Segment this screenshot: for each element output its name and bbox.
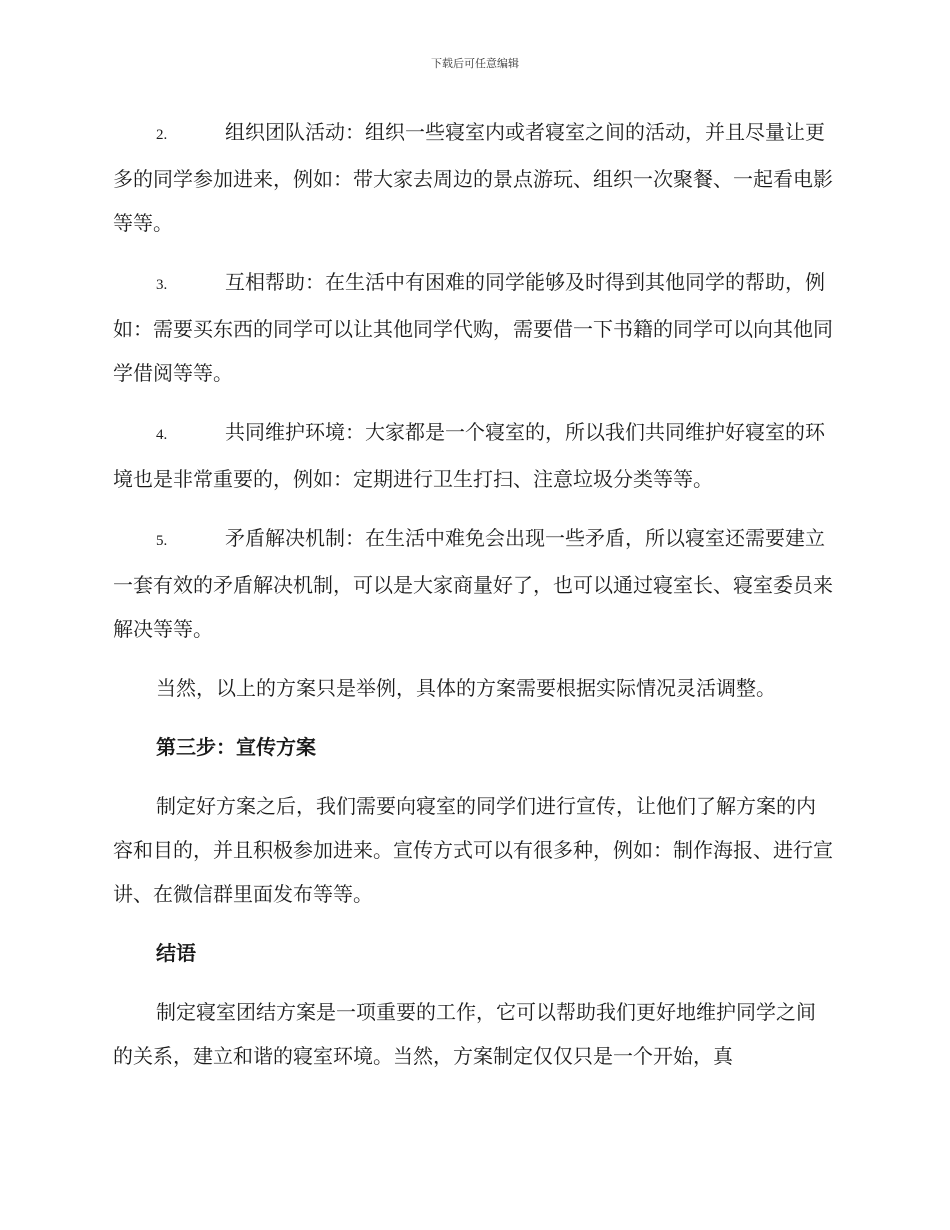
list-item-number: 5. <box>156 533 168 549</box>
section-heading-conclusion: 结语 <box>156 941 196 965</box>
section-heading-step3: 第三步：宣传方案 <box>156 735 316 759</box>
list-item-number: 2. <box>156 127 168 143</box>
list-item <box>113 260 835 395</box>
list-item-text: 组织团队活动：组织一些寝室内或者寝室之间的活动，并且尽量让更多的同学参加进来，例如：带大家去周边的景点游玩、组织一次聚餐、一起看电影等等。 <box>113 120 833 235</box>
document-body <box>113 110 835 1093</box>
list-item <box>113 110 835 245</box>
note-paragraph: 当然，以上的方案只是举例，具体的方案需要根据实际情况灵活调整。 <box>156 676 776 700</box>
step3-paragraph: 制定好方案之后，我们需要向寝室的同学们进行宣传，让他们了解方案的内容和目的，并且积极参加进来。宣传方式可以有很多种，例如：制作海报、进行宣讲、在微信群里面发布等等。 <box>113 794 833 906</box>
list-item-text: 矛盾解决机制：在生活中难免会出现一些矛盾，所以寝室还需要建立一套有效的矛盾解决机制，可以是大家商量好了，也可以通过寝室长、寝室委员来解决等等。 <box>113 526 833 641</box>
list-item-text: 共同维护环境：大家都是一个寝室的，所以我们共同维护好寝室的环境也是非常重要的，例如：定期进行卫生打扫、注意垃圾分类等等。 <box>113 420 825 491</box>
list-item <box>113 516 835 651</box>
page-header: 下载后可任意编辑 <box>431 57 519 70</box>
list-item <box>113 410 835 501</box>
conclusion-paragraph: 制定寝室团结方案是一项重要的工作，它可以帮助我们更好地维护同学之间的关系，建立和谐的寝室环境。当然，方案制定仅仅只是一个开始，真 <box>113 1000 816 1068</box>
list-item-number: 3. <box>156 277 168 293</box>
list-item-number: 4. <box>156 427 168 443</box>
list-item-text: 互相帮助：在生活中有困难的同学能够及时得到其他同学的帮助，例如：需要买东西的同学可以让其他同学代购，需要借一下书籍的同学可以向其他同学借阅等等。 <box>113 270 833 385</box>
